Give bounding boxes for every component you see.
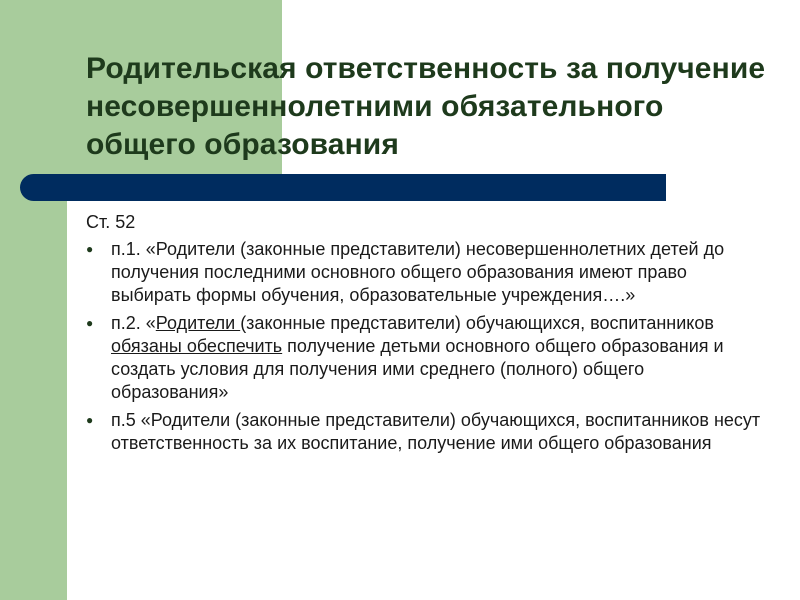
bullet-dot-icon: ●: [86, 316, 94, 330]
underlined-obliged: обязаны обеспечить: [111, 336, 283, 356]
item-text: п.5 «Родители (законные представители) обучающихся, воспитанников несут ответственность за их воспитание, получение ими общего образования: [111, 410, 761, 453]
list-item: [86, 238, 766, 307]
bullet-list: [86, 238, 766, 455]
article-number: Ст. 52: [86, 212, 136, 232]
slide-title: Родительская ответственность за получение несовершеннолетними обязательного общего образования: [86, 52, 766, 161]
slide-content: [86, 210, 766, 460]
item-text-part: п.2. «: [111, 313, 156, 333]
bullet-dot-icon: ●: [86, 242, 94, 256]
item-text-part: (законные представители) обучающихся, воспитанников: [240, 313, 714, 333]
list-item: [86, 312, 766, 404]
item-text-part: получение детьми основного общего образования и создать условия для получения ими среднего (полного) общего образования»: [111, 336, 724, 402]
bullet-dot-icon: ●: [86, 413, 94, 427]
title-underline-bar: [20, 174, 666, 201]
list-item: [86, 409, 766, 455]
underlined-parents: Родители: [155, 313, 241, 333]
item-text: п.1. «Родители (законные представители) несовершеннолетних детей до получения последними основного общего образования имеют право выбирать формы обучения, образовательные учреждения….»: [111, 239, 725, 305]
